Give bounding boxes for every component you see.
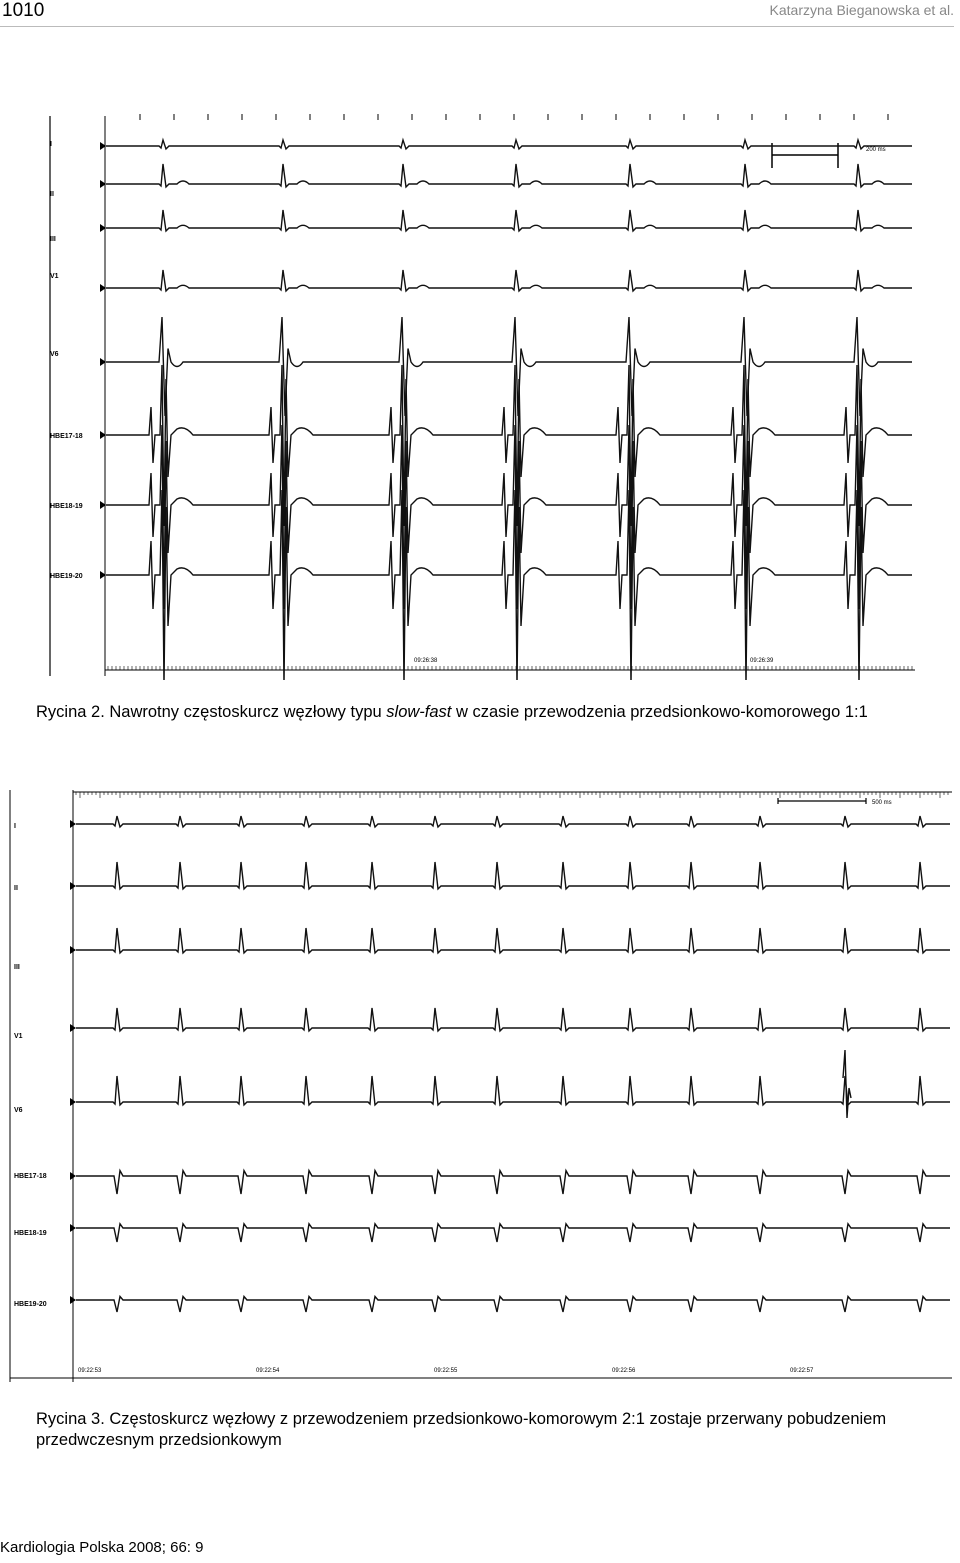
ecg-trace <box>106 140 912 149</box>
lead-label: HBE17-18 <box>14 1173 47 1180</box>
figure-2-caption <box>36 702 936 723</box>
lead-label: HBE18-19 <box>14 1230 47 1237</box>
timestamp: 09:22:55 <box>434 1368 458 1374</box>
running-head: Katarzyna Bieganowska et al. <box>769 2 954 18</box>
figure-2-ecg <box>0 110 960 680</box>
timestamp: 09:22:57 <box>790 1368 814 1374</box>
figure-3-caption <box>36 1409 936 1451</box>
ecg-trace <box>76 1076 950 1105</box>
lead-label: V1 <box>50 273 59 280</box>
timestamp: 09:22:56 <box>612 1368 636 1374</box>
caption-text: Częstoskurcz węzłowy z przewodzeniem przedsionkowo-komorowym 2:1 zostaje przerwany pobudzeniem przedwczesnym przedsionkowym <box>36 1410 887 1449</box>
figure-2-svg <box>0 110 960 680</box>
caption-label: Rycina 3. <box>36 1410 105 1428</box>
ecg-trace <box>106 164 912 187</box>
ecg-trace <box>76 1296 950 1312</box>
ecg-trace <box>106 270 912 291</box>
scale-bar <box>772 143 886 168</box>
ecg-trace <box>76 1008 950 1031</box>
scale-bar-label: 500 ms <box>872 800 892 806</box>
ecg-trace <box>106 490 912 680</box>
ecg-trace <box>76 928 950 953</box>
caption-text: Nawrotny częstoskurcz węzłowy typu <box>104 703 387 721</box>
lead-label: HBE17-18 <box>50 433 83 440</box>
lead-label: II <box>50 191 54 198</box>
ecg-trace <box>76 1224 950 1242</box>
caption-italic: slow-fast <box>386 703 452 721</box>
ecg-trace <box>76 816 950 827</box>
lead-label: I <box>50 141 52 148</box>
header-rule <box>0 26 954 27</box>
ecg-trace <box>106 317 912 416</box>
figure-3-svg <box>0 788 960 1384</box>
lead-label: II <box>14 885 18 892</box>
figure-3-ecg <box>0 788 960 1384</box>
caption-label: Rycina 2. <box>36 703 105 721</box>
lead-label: HBE19-20 <box>50 573 83 580</box>
footer-journal: Kardiologia Polska 2008; 66: 9 <box>0 1539 204 1556</box>
lead-label: I <box>14 823 16 830</box>
lead-label: V6 <box>14 1107 23 1114</box>
scale-bar-label: 200 ms <box>866 147 886 153</box>
timestamp: 09:22:53 <box>78 1368 102 1374</box>
ecg-trace <box>106 425 912 609</box>
lead-label: V6 <box>50 351 59 358</box>
timestamp: 09:26:39 <box>750 658 774 664</box>
lead-label: HBE19-20 <box>14 1301 47 1308</box>
scale-bar <box>778 798 892 806</box>
timestamp: 09:22:54 <box>256 1368 280 1374</box>
page-number: 1010 <box>2 0 45 21</box>
ecg-trace <box>106 210 912 231</box>
ecg-trace <box>76 862 950 889</box>
ecg-trace <box>106 365 912 526</box>
lead-label: III <box>14 964 20 971</box>
lead-label: V1 <box>14 1033 23 1040</box>
lead-label: HBE18-19 <box>50 503 83 510</box>
lead-label: III <box>50 236 56 243</box>
caption-text-end: w czasie przewodzenia przedsionkowo-komorowego 1:1 <box>451 703 868 721</box>
ecg-trace <box>76 1171 950 1194</box>
timestamp: 09:26:38 <box>414 658 438 664</box>
